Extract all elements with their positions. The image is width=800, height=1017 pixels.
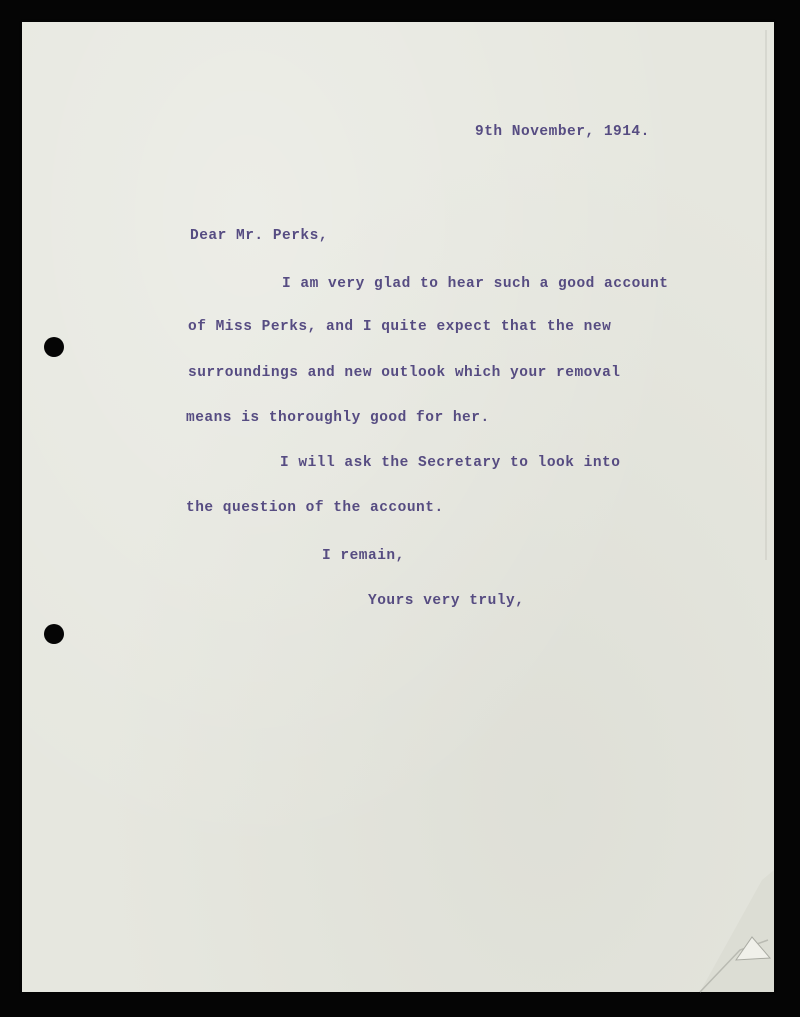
punch-hole-bottom: [44, 624, 64, 644]
letter-body-line: means is thoroughly good for her.: [186, 410, 490, 426]
letter-salutation: Dear Mr. Perks,: [190, 228, 329, 244]
letter-body-line: the question of the account.: [186, 500, 444, 516]
letter-closing: I remain,: [322, 548, 405, 564]
letter-body-line: I am very glad to hear such a good account: [282, 276, 669, 292]
punch-hole-top: [44, 337, 64, 357]
letter-body-line: of Miss Perks, and I quite expect that the new: [188, 319, 612, 335]
letter-body-line: I will ask the Secretary to look into: [280, 455, 621, 471]
letter-date: 9th November, 1914.: [475, 124, 650, 140]
letter-valediction: Yours very truly,: [368, 593, 525, 609]
letter-body-line: surroundings and new outlook which your removal: [188, 365, 621, 381]
